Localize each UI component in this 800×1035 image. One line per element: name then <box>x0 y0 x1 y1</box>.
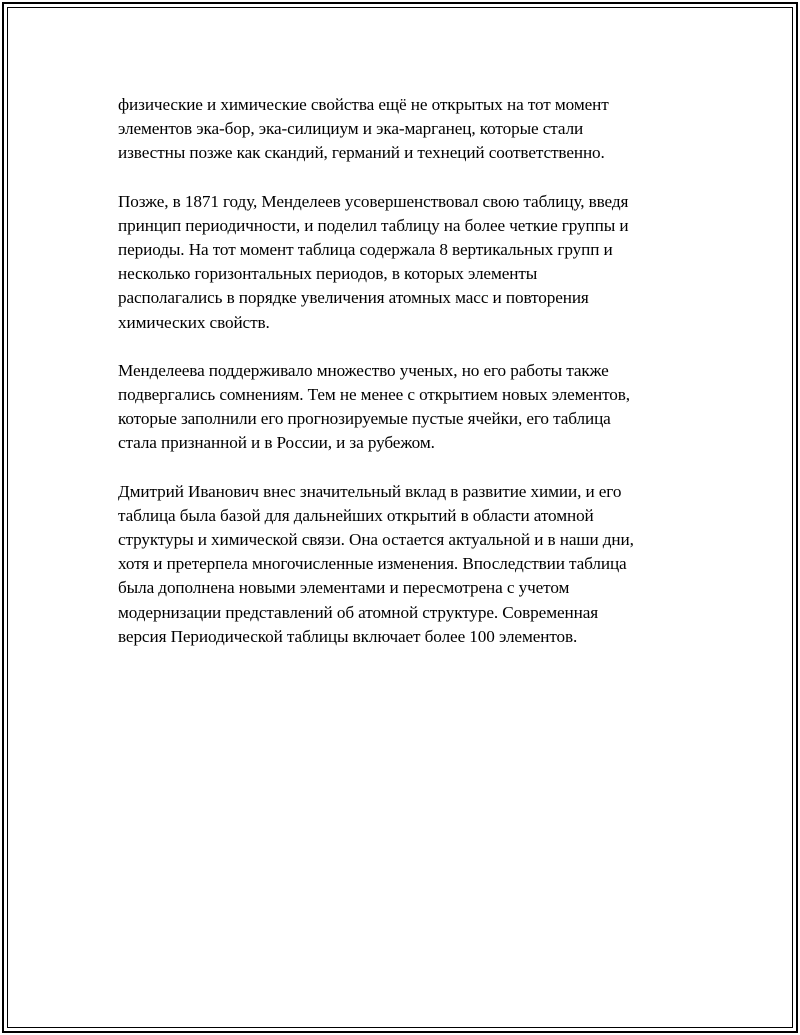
text-line: несколько горизонтальных периодов, в которых элементы <box>118 264 538 284</box>
text-line: известны позже как скандий, германий и технеций соответственно. <box>118 143 605 163</box>
paragraph-2 <box>118 190 693 335</box>
text-line: подвергались сомнениям. Тем не менее с открытием новых элементов, <box>118 385 630 405</box>
text-line: была дополнена новыми элементами и пересмотрена с учетом <box>118 578 570 598</box>
text-line: Дмитрий Иванович внес значительный вклад в развитие химии, и его <box>118 481 622 501</box>
paragraph-3 <box>118 359 693 456</box>
text-line: хотя и претерпела многочисленные изменения. Впоследствии таблица <box>118 554 627 574</box>
text-line: стала признанной и в России, и за рубежом. <box>118 433 435 453</box>
text-line: Позже, в 1871 году, Менделеев усовершенствовал свою таблицу, введя <box>118 191 629 211</box>
text-line: химических свойств. <box>118 312 270 332</box>
document-body <box>118 93 693 673</box>
text-line: Менделеева поддерживало множество ученых, но его работы также <box>118 360 609 380</box>
text-line: периоды. На тот момент таблица содержала 8 вертикальных групп и <box>118 240 613 260</box>
text-line: таблица была базой для дальнейших открытий в области атомной <box>118 505 594 525</box>
text-line: располагались в порядке увеличения атомных масс и повторения <box>118 288 589 308</box>
text-line: физические и химические свойства ещё не открытых на тот момент <box>118 95 609 114</box>
text-line: модернизации представлений об атомной структуре. Современная <box>118 602 599 622</box>
text-line: структуры и химической связи. Она остается актуальной и в наши дни, <box>118 530 634 550</box>
text-line: принцип периодичности, и поделил таблицу на более четкие группы и <box>118 215 629 235</box>
text-line: элементов эка-бор, эка-силициум и эка-марганец, которые стали <box>118 119 584 139</box>
text-line: версия Периодической таблицы включает более 100 элементов. <box>118 626 578 646</box>
text-line: которые заполнили его прогнозируемые пустые ячейки, его таблица <box>118 409 611 429</box>
paragraph-1 <box>118 93 693 166</box>
paragraph-4 <box>118 480 693 649</box>
